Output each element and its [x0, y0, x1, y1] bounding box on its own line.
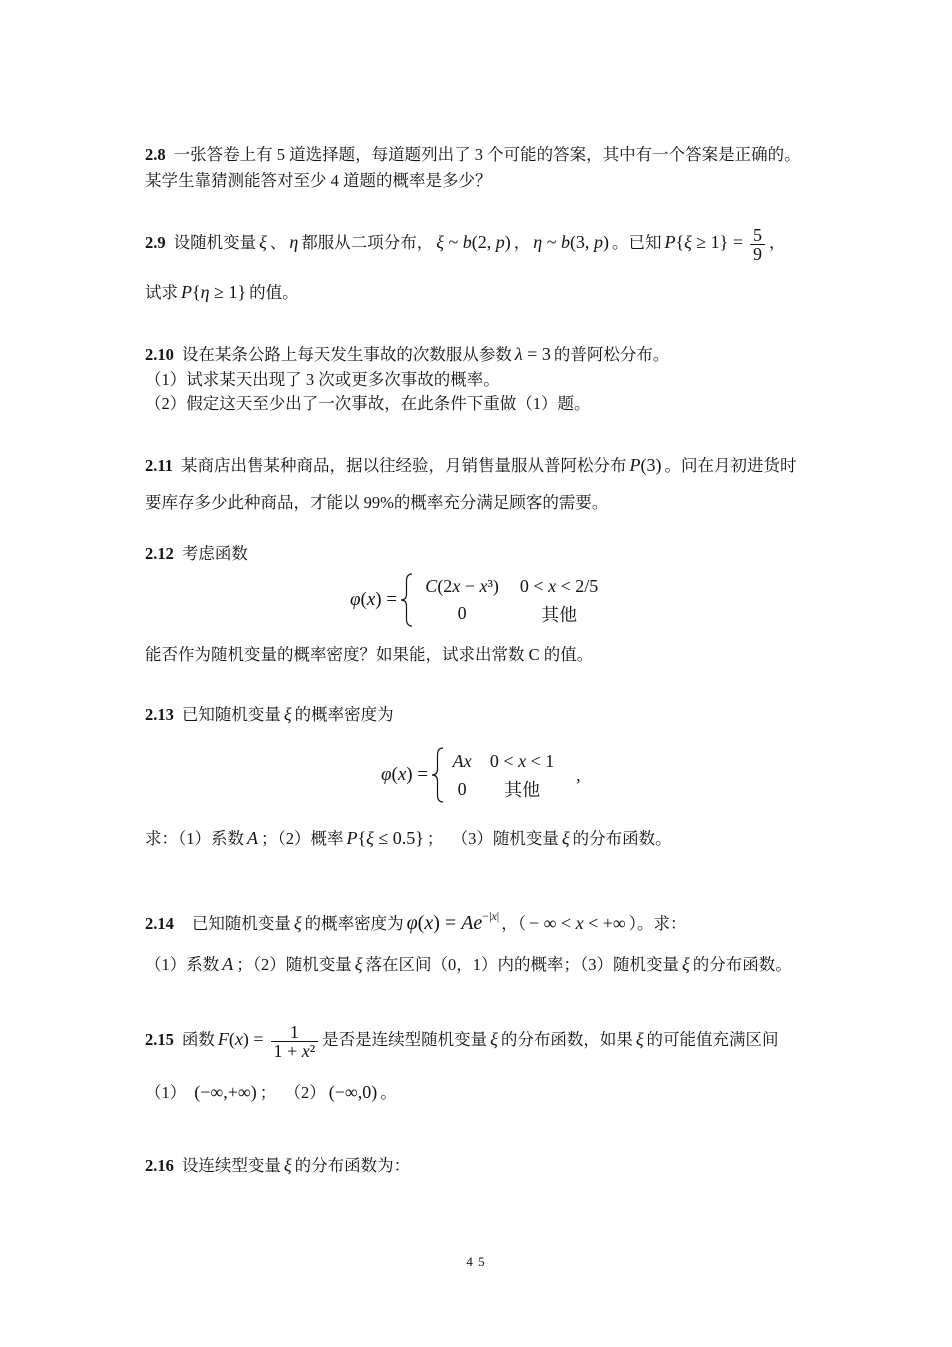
problem-text: 的分布函数。 — [692, 955, 792, 974]
problem-text: 试求 — [145, 283, 178, 302]
fraction — [271, 1023, 319, 1060]
problem-text: 考虑函数 — [181, 544, 248, 563]
math-expr: ξ — [490, 1029, 498, 1049]
problem-text: ，（ — [501, 914, 526, 933]
case-row — [446, 775, 566, 803]
math-expr: 0 — [457, 603, 467, 623]
math-expr: ξ ~ b(2, p) — [436, 232, 511, 252]
problem-2-15-line-1 — [145, 1019, 779, 1059]
math-expr: 1 + x² — [273, 1040, 316, 1061]
math-expr: φ(x) = — [350, 589, 398, 610]
problem-2-16-line-1 — [145, 1154, 410, 1176]
math-expr: η ~ b(3, p) — [533, 232, 609, 252]
problem-number: 2.12 — [145, 544, 174, 563]
problem-2-10-part-1 — [145, 369, 500, 391]
problem-text: 。 — [380, 1083, 397, 1102]
problem-number: 2.10 — [145, 345, 174, 364]
math-expr: φ(x) = — [381, 764, 429, 785]
problem-text: 要库存多少此种商品，才能以 99%的概率充分满足顾客的需要。 — [145, 493, 609, 512]
math-expr: F(x) = — [217, 1029, 264, 1049]
case-condition — [509, 573, 609, 600]
problem-2-11-line-1 — [145, 454, 796, 476]
problem-text: ， — [513, 233, 531, 252]
problem-text: 某学生靠猜测能答对至少 4 道题的概率是多少？ — [145, 171, 492, 190]
math-expr: 0 < x < 2/5 — [519, 576, 599, 596]
problem-text: ；（2）概率 — [261, 829, 344, 848]
problem-text: 的值。 — [249, 283, 299, 302]
math-expr: ξ — [259, 232, 267, 252]
problem-number: 2.9 — [145, 233, 166, 252]
problem-2-15-line-2 — [145, 1081, 397, 1103]
problem-text: 的分布函数，如果 — [500, 1030, 633, 1049]
math-expr: C(2x − x³) — [425, 576, 499, 596]
fraction — [750, 226, 765, 263]
piecewise-cases — [415, 573, 609, 627]
math-expr: P(3) — [629, 455, 662, 475]
problem-text: 的普阿松分布。 — [553, 345, 670, 364]
problem-2-13-line-1 — [145, 703, 394, 725]
problem-text: 都服从二项分布， — [301, 233, 434, 252]
problem-number: 2.15 — [145, 1030, 174, 1049]
math-expr: P{ξ ≥ 1} = — [664, 232, 743, 252]
math-expr: A — [222, 954, 234, 974]
case-expression — [415, 573, 509, 600]
problem-2-12-line-1 — [145, 543, 248, 565]
problem-text: 函数 — [181, 1030, 215, 1049]
problem-text: ；（2）随机变量 — [236, 955, 352, 974]
math-expr: ξ — [354, 954, 363, 974]
math-expr: φ(x) = Ae — [406, 912, 483, 934]
problem-2-8-line-2 — [145, 170, 492, 192]
case-expression — [446, 747, 478, 775]
fraction-denominator — [271, 1042, 319, 1060]
fraction-denominator: 9 — [752, 243, 762, 264]
problem-2-9-line-1 — [145, 222, 785, 262]
problem-2-8-line-1 — [145, 144, 801, 166]
problem-text: ； （2） — [259, 1083, 326, 1102]
problem-text: ）。求： — [628, 914, 687, 933]
math-expr: − ∞ < x < +∞ — [528, 913, 626, 933]
case-expression — [415, 600, 509, 627]
math-expr: 0 — [457, 778, 467, 799]
math-expr: ξ — [283, 1155, 292, 1175]
math-expr: ξ — [283, 704, 292, 724]
case-condition — [478, 775, 566, 803]
problem-2-9-line-2 — [145, 281, 299, 303]
problem-number: 2.14 — [145, 914, 174, 933]
page-number: 4 5 — [466, 1254, 486, 1269]
problem-2-11-line-2 — [145, 492, 608, 514]
problem-2-10-part-2 — [145, 393, 591, 415]
case-expression — [446, 775, 478, 803]
problem-text: 的概率密度为 — [294, 705, 394, 724]
case-row — [415, 573, 609, 600]
math-expr: (−∞,+∞) — [194, 1082, 257, 1102]
math-expr: ξ — [293, 913, 302, 933]
problem-number: 2.13 — [145, 705, 174, 724]
math-expr: ξ — [561, 828, 570, 848]
problem-text: 的可能值充满区间 — [646, 1030, 779, 1049]
math-expr: P{ξ ≤ 0.5} — [346, 828, 424, 848]
density-formula — [404, 909, 502, 934]
problem-2-13-line-2 — [145, 827, 672, 849]
math-expr: η — [289, 232, 299, 252]
piecewise-function — [347, 573, 609, 627]
problem-2-14-line-2 — [145, 953, 792, 975]
problem-text: 设在某条公路上每天发生事故的次数服从参数 — [181, 345, 512, 364]
problem-text: 。已知 — [611, 233, 662, 252]
problem-text: 的分布函数为： — [294, 1156, 411, 1175]
math-expr: ξ — [681, 954, 690, 974]
math-expr: P{η ≥ 1} — [181, 282, 247, 302]
problem-text: 的概率密度为 — [304, 914, 404, 933]
fraction-numerator: 5 — [750, 226, 765, 245]
case-condition — [509, 600, 609, 627]
problem-number: 2.8 — [145, 145, 166, 164]
problem-text: 一张答卷上有 5 道选择题，每道题列出了 3 个可能的答案，其中有一个答案是正确的。 — [173, 145, 801, 164]
fraction-numerator: 1 — [271, 1023, 319, 1042]
problem-text: 能否作为随机变量的概率密度？如果能，试求出常数 C 的值。 — [145, 645, 594, 664]
problem-text: 已知随机变量 — [181, 705, 281, 724]
problem-text: （1）系数 — [145, 955, 220, 974]
math-expr: Ax — [452, 750, 472, 771]
punctuation: , — [576, 764, 581, 785]
math-expr: A — [247, 828, 258, 848]
problem-text: 已知随机变量 — [191, 914, 291, 933]
problem-text: （1） — [145, 1083, 187, 1102]
problem-2-10-line-1 — [145, 343, 669, 365]
case-row — [415, 600, 609, 627]
problem-number: 2.16 — [145, 1156, 174, 1175]
math-expr: (−∞,0) — [328, 1082, 378, 1102]
problem-2-12-line-2 — [145, 644, 593, 666]
problem-text: 落在区间（0，1）内的概率；（3）随机变量 — [365, 955, 679, 974]
problem-text: 某商店出售某种商品，据以往经验，月销售量服从普阿松分布 — [180, 456, 627, 475]
problem-text: ， — [768, 233, 786, 252]
problem-number: 2.11 — [145, 456, 173, 475]
piecewise-cases — [446, 747, 566, 803]
problem-text: 、 — [269, 233, 287, 252]
problem-2-14-line-1 — [145, 903, 687, 934]
case-text: 其他 — [504, 780, 541, 800]
problem-text: 是否是连续型随机变量 — [322, 1030, 488, 1049]
left-brace — [400, 573, 413, 627]
math-expr: λ = 3 — [514, 344, 551, 364]
math-exponent: −|x| — [482, 909, 500, 923]
case-condition — [478, 747, 566, 775]
problem-text: （2）假定这天至少出了一次事故，在此条件下重做（1）题。 — [145, 394, 591, 413]
problem-text: 设连续型变量 — [181, 1156, 281, 1175]
math-expr: 0 < x < 1 — [489, 750, 555, 771]
problem-text: 设随机变量 — [173, 233, 257, 252]
problem-text: 的分布函数。 — [572, 829, 672, 848]
piecewise-function — [378, 747, 581, 803]
problem-text: 求：（1）系数 — [145, 829, 244, 848]
problem-text: （1）试求某天出现了 3 次或更多次事故的概率。 — [145, 370, 500, 389]
case-text: 其他 — [541, 604, 578, 625]
left-brace — [431, 747, 444, 803]
problem-text: 。问在月初进货时 — [664, 456, 797, 475]
problem-text: ； （3）随机变量 — [426, 829, 559, 848]
case-row — [446, 747, 566, 775]
math-expr: ξ — [635, 1029, 644, 1049]
